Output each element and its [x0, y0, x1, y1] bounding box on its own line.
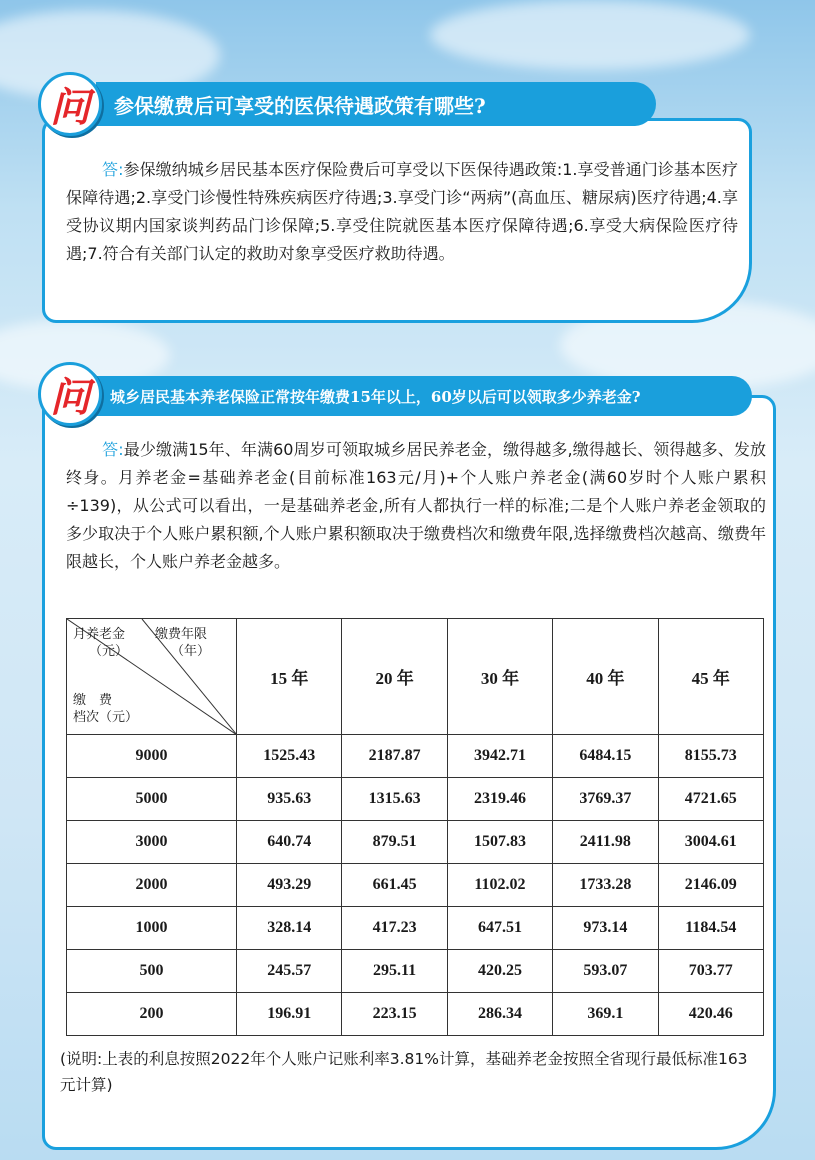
table-cell: 935.63	[237, 778, 342, 821]
table-cell: 1733.28	[553, 864, 658, 907]
table-cell: 3769.37	[553, 778, 658, 821]
corner-label-pension: 月养老金 （元）	[73, 626, 129, 658]
row-level: 200	[67, 993, 237, 1036]
table-cell: 640.74	[237, 821, 342, 864]
table-cell: 295.11	[342, 950, 447, 993]
table-header-row	[67, 619, 764, 735]
table-cell: 369.1	[553, 993, 658, 1036]
row-level: 5000	[67, 778, 237, 821]
answer-pension	[66, 436, 766, 576]
corner-label-level: 缴 费 档次（元）	[73, 692, 139, 724]
table-cell: 2146.09	[658, 864, 763, 907]
row-level: 1000	[67, 907, 237, 950]
table-row	[67, 950, 764, 993]
row-level: 2000	[67, 864, 237, 907]
question-title-text: 参保缴费后可享受的医保待遇政策有哪些?	[114, 93, 486, 118]
table-cell: 328.14	[237, 907, 342, 950]
table-row	[67, 735, 764, 778]
table-cell: 1525.43	[237, 735, 342, 778]
question-badge-icon: 问	[38, 72, 102, 136]
table-cell: 2319.46	[447, 778, 552, 821]
table-cell: 647.51	[447, 907, 552, 950]
row-level: 9000	[67, 735, 237, 778]
table-cell: 3942.71	[447, 735, 552, 778]
table-cell: 3004.61	[658, 821, 763, 864]
table-row	[67, 864, 764, 907]
table-cell: 6484.15	[553, 735, 658, 778]
row-level: 3000	[67, 821, 237, 864]
answer-medical	[66, 156, 738, 268]
question-title-medical	[96, 82, 656, 126]
table-cell: 8155.73	[658, 735, 763, 778]
table-cell: 417.23	[342, 907, 447, 950]
answer-text: 参保缴纳城乡居民基本医疗保险费后可享受以下医保待遇政策:1.享受普通门诊基本医疗保障待遇;2.享受门诊慢性特殊疾病医疗待遇;3.享受门诊“两病”(高血压、糖尿病)医疗待遇;4.享受协议期内国家谈判药品门诊保障;5.享受住院就医基本医疗保障待遇;6.享受大病保险医疗待遇;7.符合有关部门认定的救助对象享受医疗救助待遇。	[66, 160, 738, 263]
table-cell: 2411.98	[553, 821, 658, 864]
table-cell: 420.25	[447, 950, 552, 993]
question-badge-icon: 问	[38, 362, 102, 426]
row-level: 500	[67, 950, 237, 993]
table-cell: 286.34	[447, 993, 552, 1036]
table-cell: 196.91	[237, 993, 342, 1036]
table-row	[67, 778, 764, 821]
table-cell: 420.46	[658, 993, 763, 1036]
answer-label: 答:	[102, 440, 124, 459]
column-header: 40 年	[553, 619, 658, 735]
table-cell: 1184.54	[658, 907, 763, 950]
table-row	[67, 821, 764, 864]
table-row	[67, 993, 764, 1036]
table-cell: 703.77	[658, 950, 763, 993]
table-cell: 1507.83	[447, 821, 552, 864]
table-cell: 493.29	[237, 864, 342, 907]
column-header: 20 年	[342, 619, 447, 735]
table-cell: 661.45	[342, 864, 447, 907]
question-title-pension	[96, 376, 752, 416]
table-cell: 973.14	[553, 907, 658, 950]
table-cell: 2187.87	[342, 735, 447, 778]
table-cell: 1315.63	[342, 778, 447, 821]
background-cloud	[430, 0, 750, 70]
table-cell: 1102.02	[447, 864, 552, 907]
column-header: 30 年	[447, 619, 552, 735]
question-title-text: 城乡居民基本养老保险正常按年缴费15年以上，60岁以后可以领取多少养老金?	[110, 387, 641, 406]
table-corner-cell	[67, 619, 237, 735]
table-cell: 223.15	[342, 993, 447, 1036]
table-note: (说明:上表的利息按照2022年个人账户记账利率3.81%计算，基础养老金按照全省现行最低标准163元计算)	[60, 1050, 748, 1094]
table-row	[67, 907, 764, 950]
answer-text: 最少缴满15年、年满60周岁可领取城乡居民养老金，缴得越多,缴得越长、领得越多、发放终身。月养老金=基础养老金(目前标准163元/月)+个人账户养老金(满60岁时个人账户累积÷139)，从公式可以看出，一是基础养老金,所有人都执行一样的标准;二是个人账户养老金领取的多少取决于个人账户累积额,个人账户累积额取决于缴费档次和缴费年限,选择缴费档次越高、缴费年限越长，个人账户养老金越多。	[66, 440, 766, 571]
table-cell: 879.51	[342, 821, 447, 864]
corner-label-years: 缴费年限 （年）	[155, 626, 211, 658]
answer-label: 答:	[102, 160, 124, 179]
pension-table	[66, 618, 764, 1036]
table-cell: 4721.65	[658, 778, 763, 821]
table-cell: 245.57	[237, 950, 342, 993]
table-cell: 593.07	[553, 950, 658, 993]
column-header: 15 年	[237, 619, 342, 735]
column-header: 45 年	[658, 619, 763, 735]
